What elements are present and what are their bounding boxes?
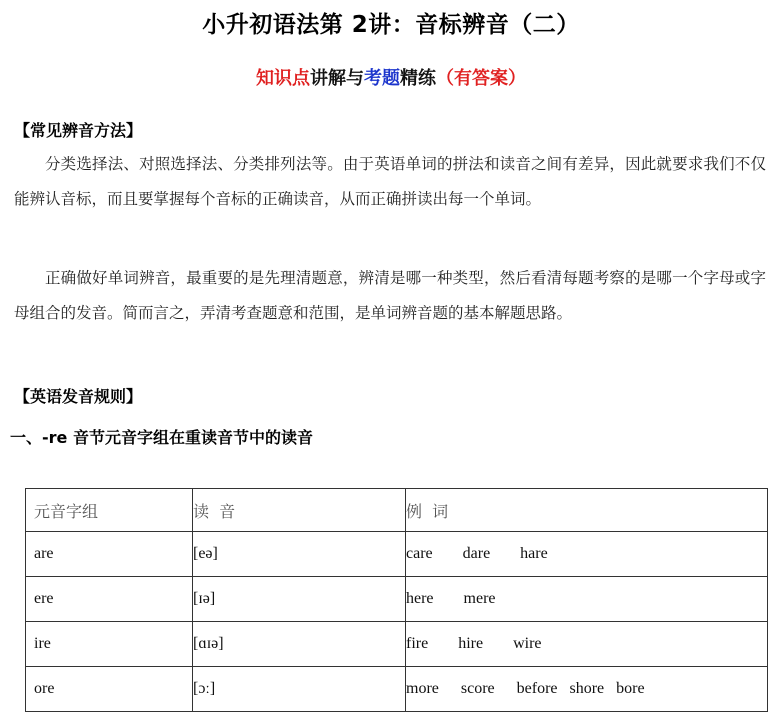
subtitle-knowledge: 知识点 [256,68,310,89]
example-word: score [460,680,495,697]
example-word: more [406,680,439,697]
header-sound: 读 音 [193,489,406,532]
cell-group: ore [26,667,193,712]
subtitle-answers: （有答案） [436,68,526,89]
cell-examples [406,667,768,712]
example-word: dare [462,545,491,562]
cell-examples [406,577,768,622]
subtitle-practice: 精练 [400,68,436,89]
table-row [26,532,768,577]
cell-group: ere [26,577,193,622]
example-word: fire [406,635,429,652]
table-row [26,622,768,667]
subtitle-exam: 考题 [364,68,400,89]
example-word: here [406,590,434,607]
cell-examples [406,532,768,577]
cell-sound: [ɔː] [193,667,406,712]
pronunciation-table [25,488,768,712]
paragraph-methods: 分类选择法、对照选择法、分类排列法等。由于英语单词的拼法和读音之间有差异，因此就要求我们不仅能辨认音标，而且要掌握每个音标的正确读音，从而正确拼读出每一个单词。 [14,155,766,208]
cell-sound: [ɪə] [193,577,406,622]
cell-group: are [26,532,193,577]
table-row [26,577,768,622]
section-heading-methods: 【常见辨音方法】 [14,121,143,140]
page-title: 小升初语法第 2讲：音标辨音（二） [202,12,580,38]
page-subtitle [0,64,782,90]
cell-group: ire [26,622,193,667]
example-word: hare [520,545,548,562]
section-heading-rules: 【英语发音规则】 [14,387,143,406]
example-word: before [516,680,558,697]
example-word: hire [458,635,484,652]
table-row [26,667,768,712]
cell-examples [406,622,768,667]
subtitle-explain: 讲解与 [310,68,364,89]
subheading-re-syllable: 一、-re 音节元音字组在重读音节中的读音 [10,428,313,447]
header-examples: 例 词 [406,489,768,532]
example-word: bore [616,680,645,697]
header-vowel-group: 元音字组 [26,489,193,532]
cell-sound: [eə] [193,532,406,577]
cell-sound: [ɑɪə] [193,622,406,667]
example-word: mere [463,590,496,607]
example-word: care [406,545,433,562]
example-word: shore [569,680,605,697]
paragraph-approach: 正确做好单词辨音，最重要的是先理清题意，辨清是哪一种类型，然后看清每题考察的是哪一个字母或字母组合的发音。简而言之，弄清考查题意和范围，是单词辨音题的基本解题思路。 [14,269,766,322]
example-word: wire [513,635,542,652]
table-header-row [26,489,768,532]
